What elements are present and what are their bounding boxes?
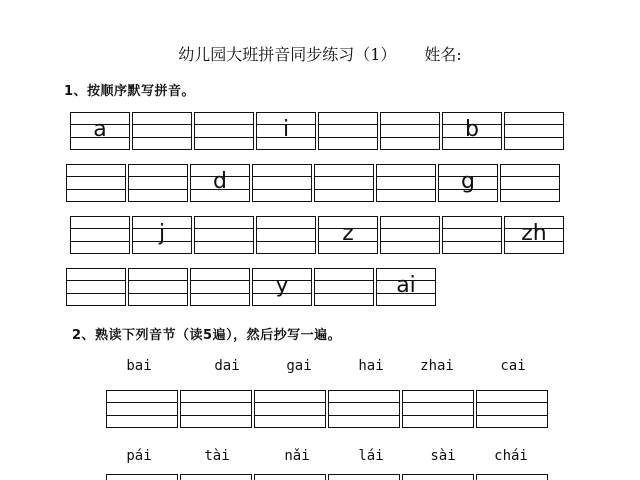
writing-cell[interactable]	[380, 112, 440, 150]
copy-cell[interactable]	[402, 390, 474, 428]
writing-cell[interactable]: z	[318, 216, 378, 254]
writing-cell[interactable]	[194, 112, 254, 150]
copy-cell[interactable]	[402, 474, 474, 480]
writing-cell[interactable]	[314, 164, 374, 202]
writing-cell[interactable]: zh	[504, 216, 564, 254]
writing-cell[interactable]: j	[132, 216, 192, 254]
copy-cell[interactable]	[328, 390, 400, 428]
writing-cell[interactable]	[128, 268, 188, 306]
syllable-label: sài	[430, 448, 456, 464]
writing-cell[interactable]: a	[70, 112, 130, 150]
writing-cell[interactable]	[314, 268, 374, 306]
pinyin-row-1	[70, 112, 566, 150]
syllable-label: pái	[126, 448, 152, 464]
writing-cell[interactable]: i	[256, 112, 316, 150]
writing-cell[interactable]	[504, 112, 564, 150]
copy-cell[interactable]	[476, 390, 548, 428]
section-1-instruction: 1、按顺序默写拼音。	[64, 84, 196, 99]
writing-cell[interactable]	[442, 216, 502, 254]
syllable-label: bai	[126, 358, 152, 374]
copy-cell[interactable]	[254, 474, 326, 480]
page-title	[0, 42, 640, 65]
writing-cell[interactable]	[256, 216, 316, 254]
syllable-label: nǎi	[284, 448, 310, 464]
writing-cell[interactable]	[66, 164, 126, 202]
pinyin-row-3	[70, 216, 566, 254]
writing-cell[interactable]	[318, 112, 378, 150]
name-label: 姓名:	[424, 45, 462, 64]
syllable-label: lái	[358, 448, 384, 464]
pinyin-row-4	[66, 268, 438, 306]
syllable-label: zhai	[420, 358, 454, 374]
copy-row-2-partial	[106, 474, 550, 480]
syllable-label: tài	[204, 448, 230, 464]
copy-cell[interactable]	[254, 390, 326, 428]
writing-cell[interactable]	[380, 216, 440, 254]
copy-cell[interactable]	[476, 474, 548, 480]
syllable-label: gai	[286, 358, 312, 374]
copy-cell[interactable]	[180, 474, 252, 480]
copy-row-1	[106, 390, 550, 428]
writing-cell[interactable]: d	[190, 164, 250, 202]
worksheet-title: 幼儿园大班拼音同步练习（1）	[178, 45, 397, 64]
writing-cell[interactable]: y	[252, 268, 312, 306]
copy-cell[interactable]	[106, 474, 178, 480]
writing-cell[interactable]	[66, 268, 126, 306]
syllable-label: dai	[214, 358, 240, 374]
writing-cell[interactable]: ai	[376, 268, 436, 306]
writing-cell[interactable]	[500, 164, 560, 202]
writing-cell[interactable]	[194, 216, 254, 254]
syllable-label: hai	[358, 358, 384, 374]
section-2-instruction: 2、熟读下列音节（读5遍），然后抄写一遍。	[72, 328, 342, 343]
writing-cell[interactable]	[190, 268, 250, 306]
copy-cell[interactable]	[180, 390, 252, 428]
pinyin-row-2	[66, 164, 562, 202]
writing-cell[interactable]	[376, 164, 436, 202]
writing-cell[interactable]	[132, 112, 192, 150]
writing-cell[interactable]	[70, 216, 130, 254]
writing-cell[interactable]	[252, 164, 312, 202]
writing-cell[interactable]: b	[442, 112, 502, 150]
copy-cell[interactable]	[328, 474, 400, 480]
writing-cell[interactable]	[128, 164, 188, 202]
syllable-label: chái	[494, 448, 528, 464]
copy-cell[interactable]	[106, 390, 178, 428]
syllable-label: cai	[500, 358, 526, 374]
writing-cell[interactable]: g	[438, 164, 498, 202]
